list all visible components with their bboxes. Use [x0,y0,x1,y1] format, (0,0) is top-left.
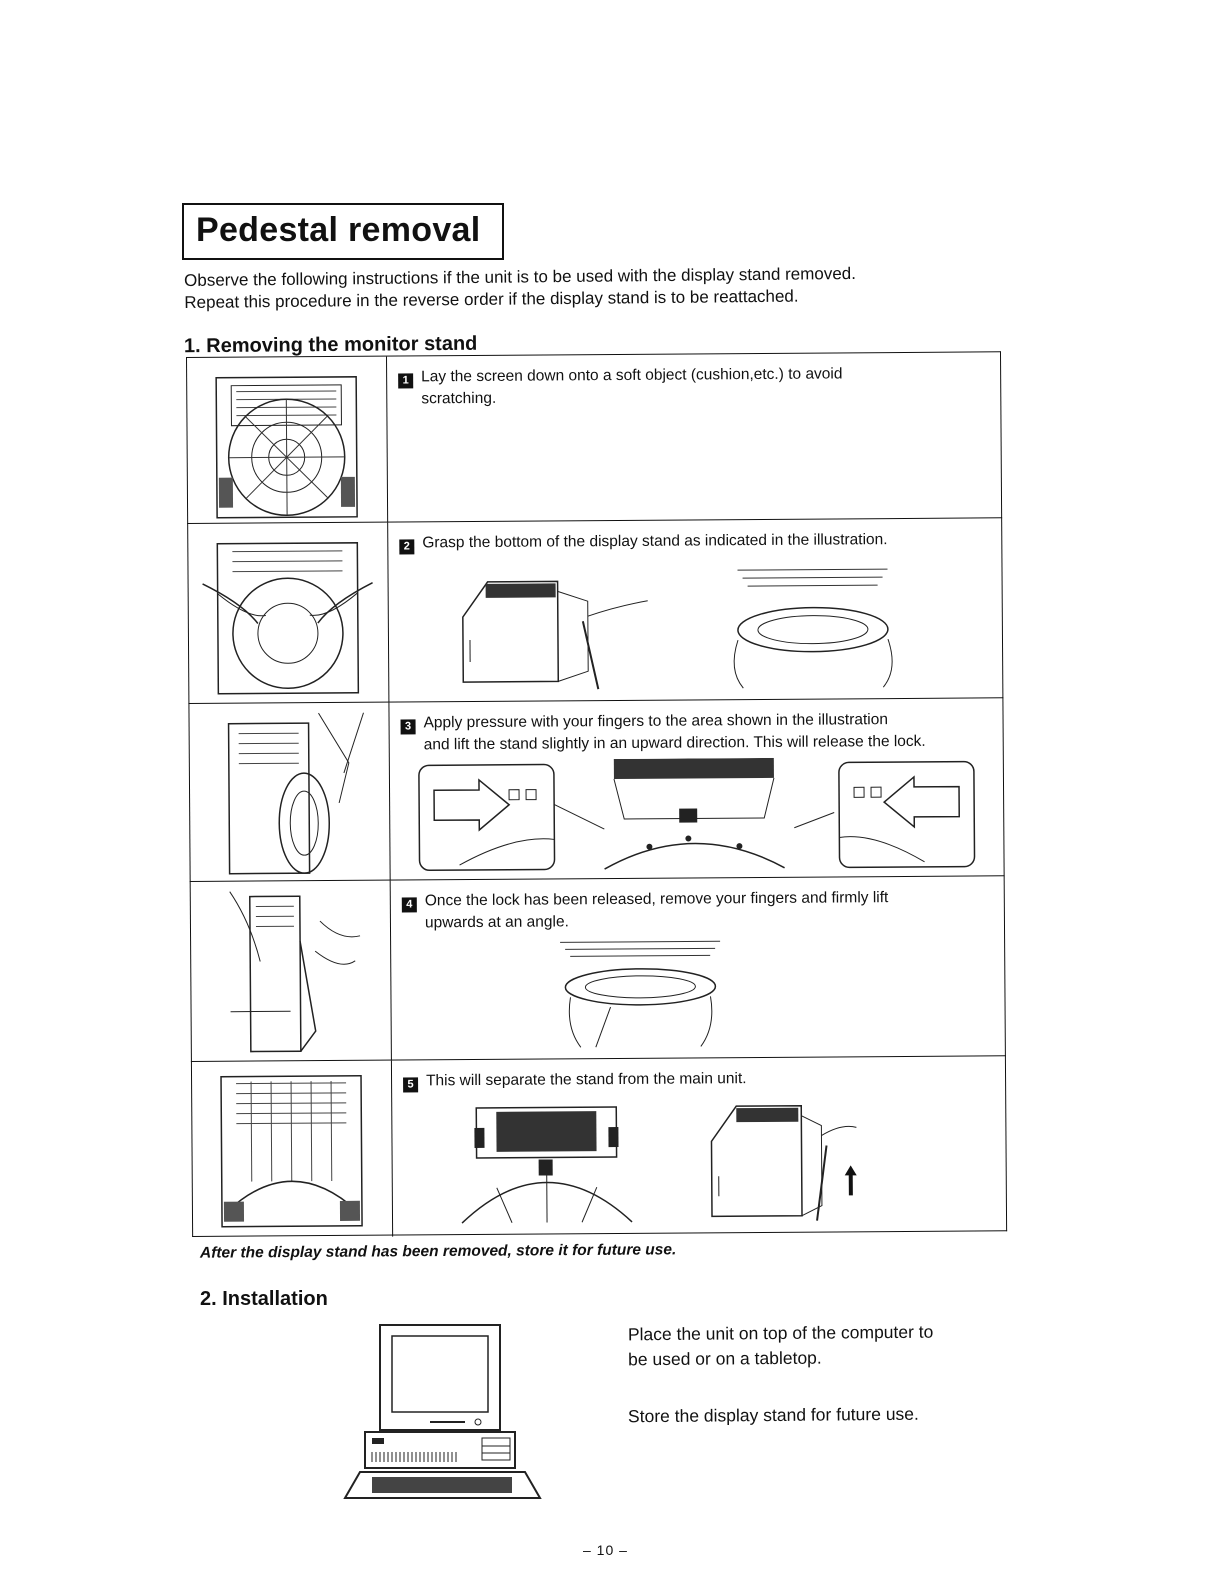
page-title-box [182,203,504,260]
page-number: – 10 – [583,1542,628,1558]
after-removal-note: After the display stand has been removed, store it for future use. [199,1241,677,1262]
step-4-line-1: Once the lock has been released, remove your fingers and firmly lift [424,889,889,910]
step-1-line-2: scratching. [421,389,497,408]
installation-line-2: be used or on a tabletop. [628,1347,822,1370]
steps-table [186,351,1007,1237]
installation-store-text: Store the display stand for future use. [627,1403,919,1427]
step-3-line-2: and lift the stand slightly in an upward direction. This will release the lock. [423,732,926,754]
intro-paragraph [184,261,1004,314]
step-3-line-1: Apply pressure with your fingers to the area shown in the illustration [423,711,888,732]
section-2-heading: 2. Installation [200,1288,328,1310]
installation-illustration [340,1320,550,1505]
intro-line-2: Repeat this procedure in the reverse order if the display stand is to be reattached. [184,286,799,312]
intro-line-1: Observe the following instructions if the unit is to be used with the display stand removed. [184,263,857,290]
section-1-heading: 1. Removing the monitor stand [183,332,478,358]
step-4-number: 4 [402,897,417,912]
installation-text [628,1320,934,1373]
step-5-number: 5 [403,1077,418,1092]
step-2-line-1: Grasp the bottom of the display stand as indicated in the illustration. [422,531,888,552]
step-2-number: 2 [399,539,414,554]
step-5-line-1: This will separate the stand from the main unit. [425,1070,747,1090]
steps-table-border [186,351,1007,1237]
installation-line-1: Place the unit on top of the computer to [627,1321,934,1345]
step-1-line-1: Lay the screen down onto a soft object (cushion,etc.) to avoid [421,365,843,386]
step-3-number: 3 [401,719,416,734]
step-4-line-2: upwards at an angle. [424,913,569,932]
page-title: Pedestal removal [196,211,481,249]
step-1-number: 1 [398,373,413,388]
